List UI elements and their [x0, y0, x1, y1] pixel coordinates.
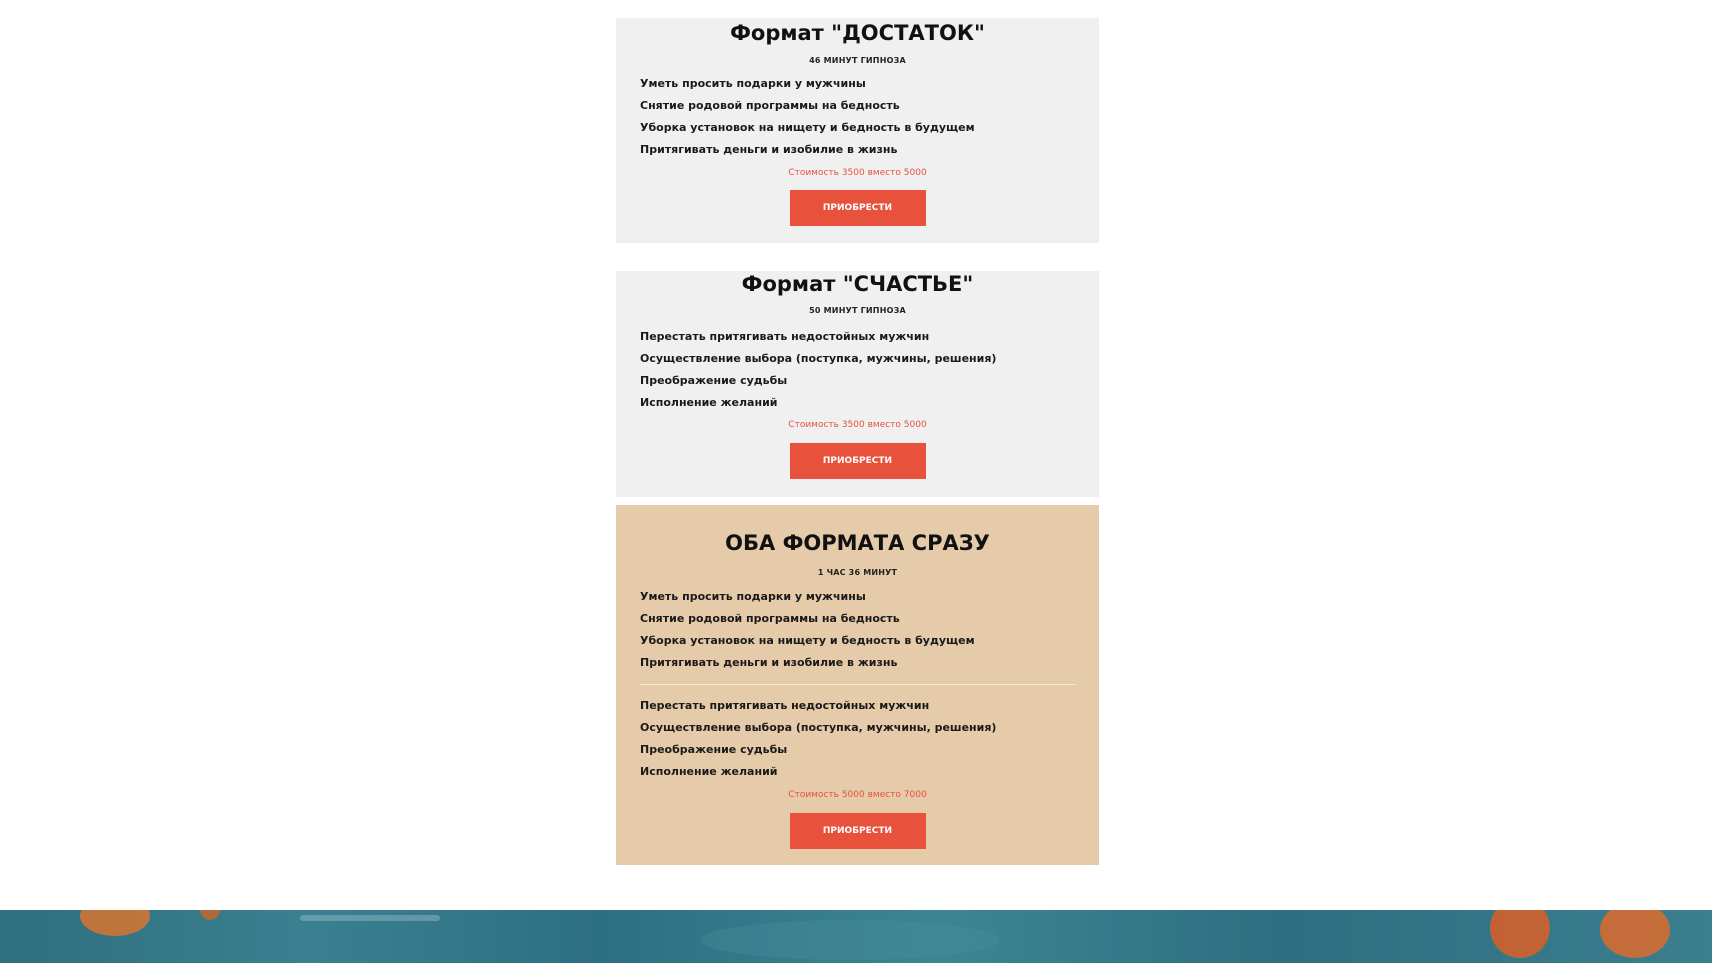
- feature-list: [616, 586, 1099, 674]
- tariff-card-schastye: [616, 271, 1099, 497]
- feature-item: Снятие родовой программы на бедность: [640, 99, 900, 112]
- feature-item: Притягивать деньги и изобилие в жизнь: [640, 143, 898, 156]
- footer-background-image: [0, 910, 1712, 963]
- card-title: ОБА ФОРМАТА СРАЗУ: [725, 531, 990, 555]
- paint-figure-right: [1490, 910, 1550, 958]
- feature-item: Уметь просить подарки у мужчины: [640, 77, 866, 90]
- buy-button-combo[interactable]: ПРИОБРЕСТИ: [790, 813, 926, 849]
- paint-figure-left-small: [200, 910, 220, 920]
- card-price: Стоимость 3500 вместо 5000: [788, 168, 927, 178]
- feature-item: Уборка установок на нищету и бедность в будущем: [640, 121, 975, 134]
- feature-item: Преображение судьбы: [640, 374, 788, 387]
- feature-item: Осуществление выбора (поступка, мужчины, решения): [640, 721, 997, 734]
- feature-list: [616, 695, 1099, 783]
- feature-list: [616, 326, 1099, 414]
- feature-item: Осуществление выбора (поступка, мужчины, решения): [640, 352, 997, 365]
- feature-item: Притягивать деньги и изобилие в жизнь: [640, 656, 898, 669]
- feature-item: Перестать притягивать недостойных мужчин: [640, 699, 930, 712]
- divider: [640, 684, 1075, 685]
- feature-item: Исполнение желаний: [640, 396, 778, 409]
- card-duration: 46 МИНУТ ГИПНОЗА: [809, 56, 906, 65]
- buy-button-dostatok[interactable]: ПРИОБРЕСТИ: [790, 190, 926, 226]
- paint-texture: [700, 920, 1000, 960]
- feature-item: Преображение судьбы: [640, 743, 788, 756]
- tariff-card-dostatok: [616, 18, 1099, 243]
- paint-brush-stroke: [300, 915, 440, 921]
- card-duration: 50 МИНУТ ГИПНОЗА: [809, 306, 906, 315]
- buy-button-schastye[interactable]: ПРИОБРЕСТИ: [790, 443, 926, 479]
- paint-figure-right-2: [1600, 910, 1670, 958]
- feature-item: Исполнение желаний: [640, 765, 778, 778]
- feature-item: Снятие родовой программы на бедность: [640, 612, 900, 625]
- card-price: Стоимость 3500 вместо 5000: [788, 420, 927, 430]
- card-duration: 1 ЧАС 36 МИНУТ: [817, 568, 898, 577]
- card-title: Формат "ДОСТАТОК": [730, 21, 985, 45]
- card-price: Стоимость 5000 вместо 7000: [788, 790, 927, 800]
- feature-item: Перестать притягивать недостойных мужчин: [640, 330, 930, 343]
- card-title: Формат "СЧАСТЬЕ": [741, 272, 974, 296]
- feature-list: [616, 73, 1099, 161]
- feature-item: Уборка установок на нищету и бедность в будущем: [640, 634, 975, 647]
- tariff-card-combo: [616, 505, 1099, 865]
- feature-item: Уметь просить подарки у мужчины: [640, 590, 866, 603]
- paint-figure-left: [80, 910, 150, 936]
